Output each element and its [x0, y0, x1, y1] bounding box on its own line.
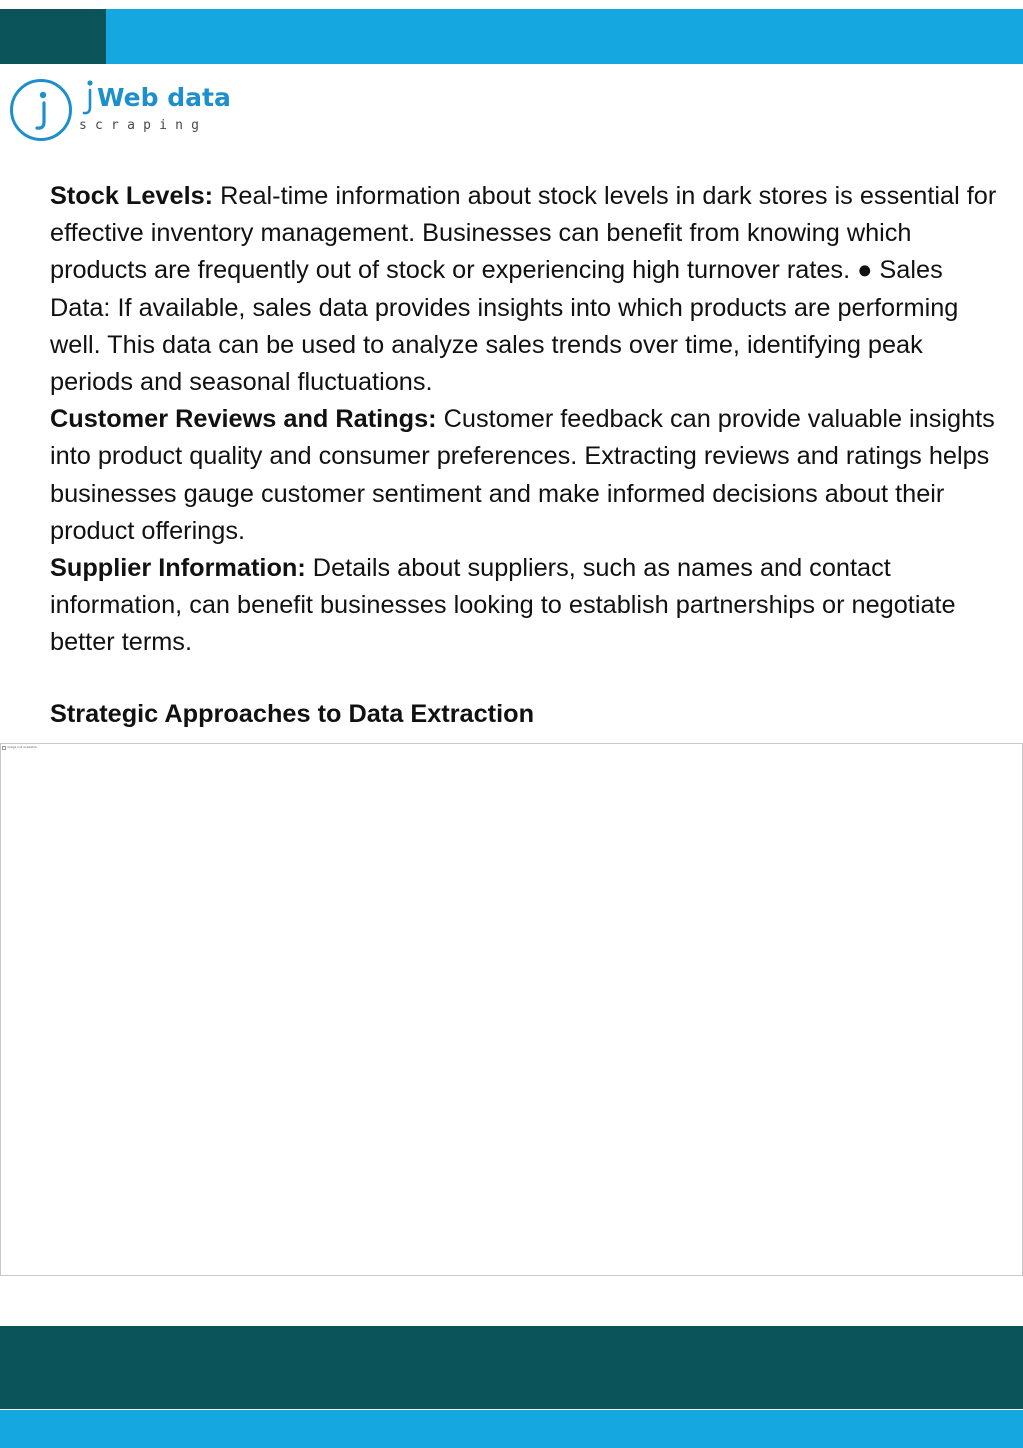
- header-bar-blue: [106, 9, 1023, 64]
- logo-wordmark: Web data: [97, 83, 231, 112]
- logo-j-glyph-icon: [81, 79, 97, 119]
- paragraph-text: Details about suppliers, such as names and contact information, can benefit businesses looking to establish partnerships or negotiate better terms.: [50, 554, 956, 657]
- image-alt-text: image not available: [7, 745, 37, 749]
- article-body: [50, 178, 1000, 662]
- paragraph-stock-levels: [50, 178, 1000, 401]
- paragraph-text: Real-time information about stock levels in dark stores is essential for effective inventory management. Businesses can benefit from knowing which products are frequently out of stock or experiencing high turnover rates. ● Sales Data: If available, sales data provides insights into which products are performing well. This data can be used to analyze sales trends over time, identifying peak periods and seasonal fluctuations.: [50, 182, 997, 397]
- paragraph-customer-reviews: [50, 401, 1000, 550]
- logo-tagline: scraping: [79, 118, 208, 133]
- brand-logo[interactable]: [9, 75, 239, 147]
- paragraph-supplier-information: [50, 550, 1000, 662]
- footer-bar-dark: [0, 1326, 1023, 1409]
- footer-bar-blue: [0, 1410, 1023, 1448]
- header-bar-dark-block: [0, 9, 106, 64]
- paragraph-label: Stock Levels:: [50, 182, 214, 210]
- section-heading: Strategic Approaches to Data Extraction: [50, 700, 535, 728]
- paragraph-label: Supplier Information:: [50, 554, 306, 583]
- paragraph-label: Customer Reviews and Ratings:: [50, 405, 437, 434]
- logo-circle-icon: [9, 78, 73, 142]
- paragraph-text: Customer feedback can provide valuable insights into product quality and consumer preferences. Extracting reviews and ratings helps businesses gauge customer sentiment and make informed decisions about their product offerings.: [50, 405, 995, 545]
- image-placeholder: [0, 743, 1023, 1276]
- broken-image-icon: [2, 746, 6, 750]
